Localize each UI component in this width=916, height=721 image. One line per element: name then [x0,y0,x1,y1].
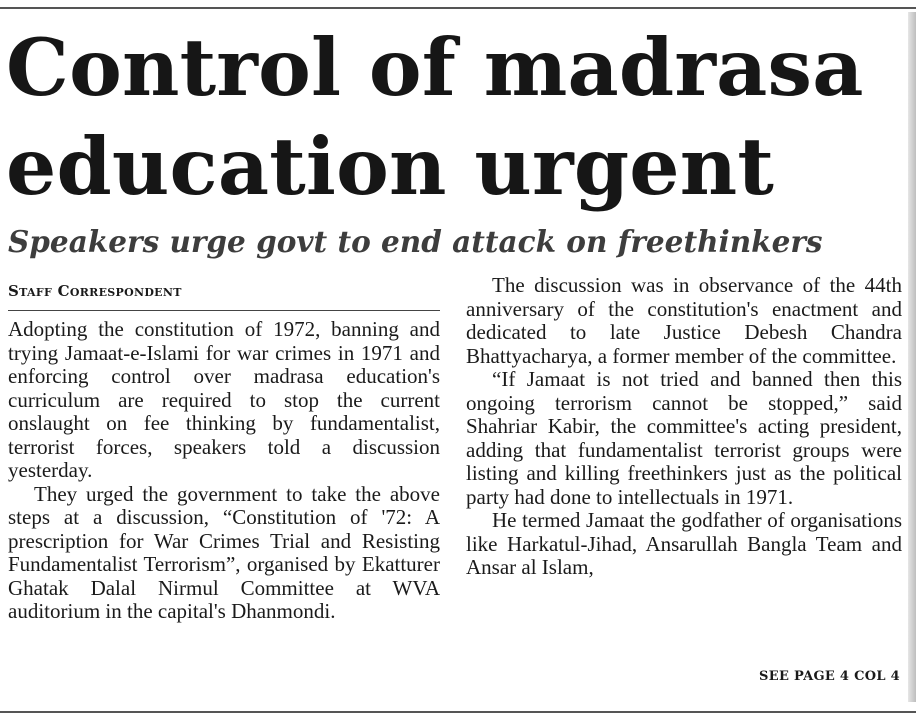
paragraph: The discussion was in observance of the 44th anniversary of the constitution's enactment and dedicated to late Justice Debesh Chandra Bhattyacharya, a former member of the committee. [466,273,902,368]
byline: Staff Correspondent [8,282,182,300]
paragraph: “If Jamaat is not tried and banned then this ongoing terrorism cannot be stopped,” said Shahriar Kabir, the committee's acting president, adding that fundamentalist terrorist groups were listing and killing freethinkers just as the political party had done to intellectuals in 1971. [466,367,902,509]
headline [6,18,896,216]
continuation-jump: SEE PAGE 4 COL 4 [759,669,900,684]
body-column-right [466,274,902,580]
body-column-left [8,318,440,624]
top-rule [0,7,916,9]
headline-line-2: education urgent [6,120,775,213]
paragraph: He termed Jamaat the godfather of organisations like Harkatul-Jihad, Ansarullah Bangla Team and Ansar al Islam, [466,508,902,579]
bottom-rule [0,711,916,713]
paragraph: Adopting the constitution of 1972, banning and trying Jamaat-e-Islami for war crimes in 1971 and enforcing control over madrasa education's curriculum are required to stop the current onslaught on fee thinking by fundamentalist, terrorist forces, speakers told a discussion yesterday. [8,317,440,482]
headline-line-1: Control of madrasa [6,21,864,114]
paragraph: They urged the government to take the above steps at a discussion, “Constitution of '72: A prescription for War Crimes Trial and Resisting Fundamentalist Terrorism”, organised by Ekatturer Ghatak Dalal Nirmul Committee at WVA auditorium in the capital's Dhanmondi. [8,481,440,623]
subheadline: Speakers urge govt to end attack on freethinkers [8,224,823,259]
byline-rule [8,310,440,311]
page-edge-strip [908,12,916,702]
